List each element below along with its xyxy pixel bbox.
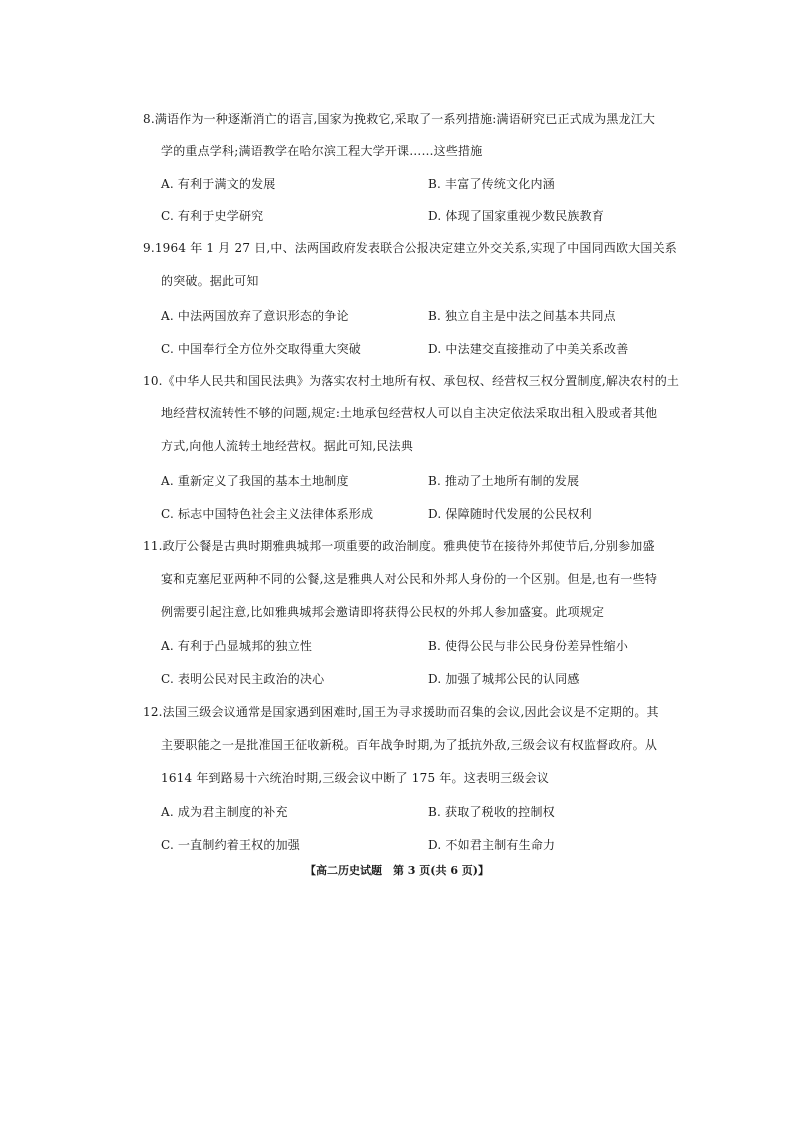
question-11-option-a: A. 有利于凸显城邦的独立性 [161,639,313,653]
question-9-option-d: D. 中法建交直接推动了中美关系改善 [428,342,629,356]
question-9-line-2: 的突破。据此可知 [161,274,259,288]
question-11-line-2: 宴和克塞尼亚两种不同的公餐,这是雅典人对公民和外邦人身份的一个区别。但是,也有一些特 [161,572,658,586]
question-8-option-a: A. 有利于满文的发展 [161,177,276,191]
question-11-line-3: 例需要引起注意,比如雅典城邦会邀请即将获得公民权的外邦人参加盛宴。此项规定 [161,605,605,619]
question-10-option-c: C. 标志中国特色社会主义法律体系形成 [161,507,374,521]
question-12-option-b: B. 获取了税收的控制权 [428,805,555,819]
question-8-option-d: D. 体现了国家重视少数民族教育 [428,209,605,223]
question-11-option-b: B. 使得公民与非公民身份差异性缩小 [428,639,629,653]
question-10-line-2: 地经营权流转性不够的问题,规定:土地承包经营权人可以自主决定依法采取出租入股或者其他 [161,406,658,420]
question-9-line-1: 9.1964 年 1 月 27 日,中、法两国政府发表联合公报决定建立外交关系,实现了中国同西欧大国关系 [143,241,677,255]
question-8-option-b: B. 丰富了传统文化内涵 [428,177,555,191]
question-11-option-c: C. 表明公民对民主政治的决心 [161,672,325,686]
question-12-line-1: 12.法国三级会议通常是国家遇到困难时,国王为寻求援助而召集的会议,因此会议是不定期的。其 [143,705,659,719]
question-10-option-a: A. 重新定义了我国的基本土地制度 [161,474,349,488]
question-9-option-c: C. 中国奉行全方位外交取得重大突破 [161,342,361,356]
question-10-line-3: 方式,向他人流转土地经营权。据此可知,民法典 [161,439,414,453]
question-10-line-1: 10.《中华人民共和国民法典》为落实农村土地所有权、承包权、经营权三权分置制度,解决农村的土 [143,374,680,388]
question-11-line-1: 11.政厅公餐是古典时期雅典城邦一项重要的政治制度。雅典使节在接待外邦使节后,分别参加盛 [143,539,655,553]
question-12-line-2: 主要职能之一是批准国王征收新税。百年战争时期,为了抵抗外敌,三级会议有权监督政府。从 [161,738,658,752]
question-11-option-d: D. 加强了城邦公民的认同感 [428,672,580,686]
question-8-line-1: 8.满语作为一种逐渐消亡的语言,国家为挽救它,采取了一系列措施:满语研究已正式成为黑龙江大 [143,112,656,126]
question-12-line-3: 1614 年到路易十六统治时期,三级会议中断了 175 年。这表明三级会议 [161,771,550,785]
question-12-option-d: D. 不如君主制有生命力 [428,838,556,852]
question-9-option-b: B. 独立自主是中法之间基本共同点 [428,309,616,323]
page-footer: 【高二历史试题 第 3 页(共 6 页)】 [304,864,490,877]
question-10-option-b: B. 推动了土地所有制的发展 [428,474,580,488]
question-12-option-a: A. 成为君主制度的补充 [161,805,288,819]
question-8-line-2: 学的重点学科;满语教学在哈尔滨工程大学开课……这些措施 [161,144,483,158]
question-9-option-a: A. 中法两国放弃了意识形态的争论 [161,309,349,323]
question-12-option-c: C. 一直制约着王权的加强 [161,838,300,852]
question-10-option-d: D. 保障随时代发展的公民权利 [428,507,592,521]
question-8-option-c: C. 有利于史学研究 [161,209,264,223]
